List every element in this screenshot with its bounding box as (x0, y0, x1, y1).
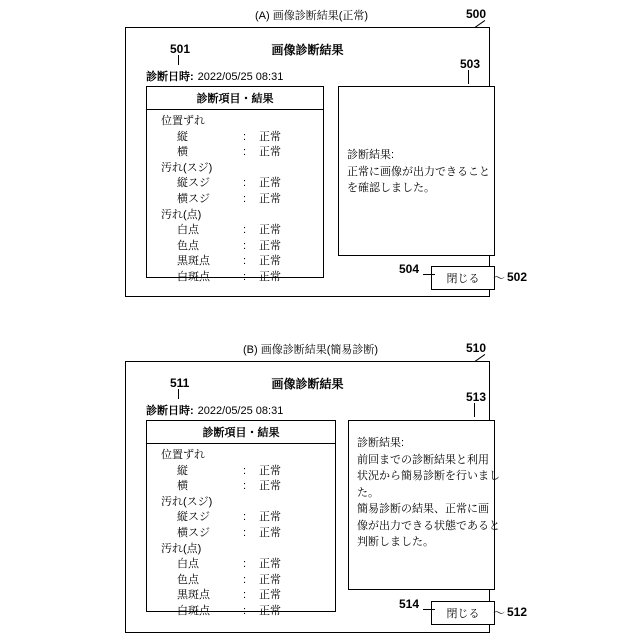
diagnosis-item-label: 横スジ (177, 527, 210, 540)
diagnosis-item-label: 白斑点 (177, 271, 210, 284)
diagnosis-datetime-value-b: 2022/05/25 08:31 (197, 405, 284, 417)
diagnosis-item-list-b (146, 420, 336, 618)
diagnosis-item-row (147, 557, 335, 573)
diagnosis-item-row (147, 114, 323, 130)
diagnosis-datetime-a (146, 68, 283, 84)
close-button-label-a: 閉じる (446, 273, 480, 285)
diagnosis-item-result (253, 495, 259, 511)
diagnosis-item-list-body-a (147, 110, 323, 286)
ref-501: 501 (170, 42, 191, 56)
diagnosis-item-label: 縦スジ (177, 511, 210, 524)
diagnosis-item-label: 色点 (177, 573, 199, 586)
diagnosis-item-row (147, 526, 335, 542)
diagnosis-item-label: 汚れ(点) (161, 208, 202, 221)
close-button-b[interactable] (431, 601, 495, 625)
diagnosis-item-result: 正常 (259, 527, 281, 540)
close-button-a[interactable] (431, 266, 495, 290)
diagnosis-item-row (147, 176, 323, 192)
diagnosis-item-result: 正常 (259, 589, 281, 602)
panel-b-caption: (B) 画像診断結果(簡易診断) (243, 344, 379, 356)
diagnosis-result-line: 状況から簡易診断を行いまし (357, 470, 500, 482)
ref-513: 513 (466, 390, 487, 404)
diagnosis-item-label: 横スジ (177, 193, 210, 206)
diagnosis-item-colon: : (243, 255, 247, 268)
ref-502-tilde: 〜 (493, 271, 506, 285)
diagnosis-result-text-a (339, 87, 494, 197)
diagnosis-item-colon: : (243, 146, 247, 159)
panel-a-caption: (A) 画像診断結果(正常) (255, 10, 369, 22)
diagnosis-item-result: 正常 (259, 511, 281, 524)
ref-513-leader (474, 403, 475, 417)
diagnosis-item-result: 正常 (259, 558, 281, 571)
diagnosis-item-result: 正常 (259, 573, 281, 586)
diagnosis-result-line: を確認しました。 (347, 182, 435, 194)
diagnosis-item-label: 白点 (177, 224, 199, 237)
diagnosis-item-colon: : (243, 130, 247, 143)
ref-504: 504 (399, 262, 420, 276)
diagnosis-item-row (147, 588, 335, 604)
diagnosis-item-label: 横 (177, 480, 188, 493)
diagnosis-item-result (253, 114, 259, 130)
diagnosis-item-colon (243, 542, 253, 558)
diagnosis-item-label: 横 (177, 146, 188, 159)
ref-511: 511 (170, 376, 190, 390)
diagnosis-item-result (253, 208, 259, 224)
diagnosis-item-result (253, 161, 259, 177)
diagnosis-item-label: 縦 (177, 130, 188, 143)
diagnosis-result-line: 診断結果: (357, 437, 405, 449)
diagnosis-datetime-b (146, 402, 283, 418)
ref-512-tilde: 〜 (493, 606, 506, 620)
ref-501-leader (178, 55, 179, 65)
diagnosis-item-result: 正常 (259, 130, 281, 143)
diagnosis-item-result: 正常 (259, 464, 281, 477)
diagnosis-item-row (147, 145, 323, 161)
diagnosis-item-result: 正常 (259, 224, 281, 237)
diagnosis-result-box-a (338, 86, 495, 256)
diagnosis-item-result (253, 542, 259, 558)
diagnosis-item-list-header-a: 診断項目・結果 (147, 87, 323, 110)
diagnosis-item-colon: : (243, 527, 247, 540)
diagnosis-result-line: 判断しました。 (357, 536, 434, 548)
diagnosis-item-row (147, 161, 323, 177)
diagnosis-item-row (147, 495, 335, 511)
diagnosis-result-line: 前回までの診断結果と利用 (357, 453, 489, 466)
panel-a-ref-500: 500 (466, 7, 487, 21)
diagnosis-item-list-body-b (147, 444, 335, 620)
diagnosis-result-line: 簡易診断の結果、正常に画 (357, 503, 489, 515)
diagnosis-item-row (147, 464, 335, 480)
diagnosis-item-label: 汚れ(スジ) (161, 495, 213, 508)
diagnosis-datetime-label-b: 診断日時: (146, 405, 194, 417)
diagnosis-item-colon: : (243, 605, 247, 618)
diagnosis-item-colon: : (243, 239, 247, 252)
diagnosis-item-colon: : (243, 271, 247, 284)
diagnosis-item-colon (243, 114, 253, 130)
diagnosis-item-colon: : (243, 558, 247, 571)
ref-502: 502 (507, 270, 528, 284)
diagnosis-item-colon: : (243, 573, 247, 586)
diagnosis-item-result: 正常 (259, 177, 281, 190)
diagnosis-item-colon (243, 495, 253, 511)
dialog-title-a: 画像診断結果 (271, 43, 344, 57)
dialog-image-diagnosis-a (125, 27, 490, 297)
diagnosis-result-line: 像が出力できる状態であると (357, 519, 500, 532)
diagnosis-item-row (147, 192, 323, 208)
diagnosis-item-label: 白点 (177, 558, 199, 571)
diagnosis-item-row (147, 223, 323, 239)
diagnosis-result-text-b (349, 421, 500, 551)
diagnosis-item-label: 位置ずれ (161, 449, 205, 461)
diagnosis-item-colon: : (243, 193, 247, 206)
diagnosis-item-label: 黒斑点 (177, 255, 210, 268)
ref-503: 503 (460, 57, 481, 71)
diagnosis-item-row (147, 208, 323, 224)
ref-504-leader (423, 274, 435, 275)
ref-503-leader (468, 70, 469, 84)
diagnosis-item-row (147, 510, 335, 526)
diagnosis-result-line: 正常に画像が出力できること (347, 165, 490, 178)
diagnosis-item-label: 縦スジ (177, 177, 210, 190)
diagnosis-result-line: た。 (357, 486, 379, 499)
diagnosis-item-label: 汚れ(スジ) (161, 161, 213, 174)
ref-514-leader (423, 609, 435, 610)
diagnosis-item-result: 正常 (259, 255, 281, 268)
diagnosis-datetime-label-a: 診断日時: (146, 71, 194, 83)
diagnosis-item-colon: : (243, 480, 247, 493)
ref-511-leader (178, 389, 179, 399)
diagnosis-item-row (147, 479, 335, 495)
ref-514: 514 (399, 597, 420, 611)
diagnosis-item-colon: : (243, 177, 247, 190)
diagnosis-item-label: 汚れ(点) (161, 542, 202, 555)
diagnosis-item-result: 正常 (259, 239, 281, 252)
diagnosis-item-result: 正常 (259, 480, 281, 493)
diagnosis-item-colon: : (243, 464, 247, 477)
close-button-label-b: 閉じる (446, 608, 480, 620)
diagnosis-item-label: 縦 (177, 464, 188, 477)
diagnosis-item-colon: : (243, 224, 247, 237)
diagnosis-item-row (147, 573, 335, 589)
diagnosis-item-row (147, 542, 335, 558)
diagnosis-item-colon (243, 208, 253, 224)
diagnosis-item-result: 正常 (259, 193, 281, 206)
diagnosis-item-row (147, 448, 335, 464)
diagnosis-item-colon: : (243, 511, 247, 524)
diagnosis-item-row (147, 254, 323, 270)
diagnosis-item-row (147, 130, 323, 146)
diagnosis-item-label: 色点 (177, 239, 199, 252)
diagnosis-datetime-value-a: 2022/05/25 08:31 (197, 71, 284, 83)
diagnosis-item-colon (243, 448, 253, 464)
diagnosis-result-box-b (348, 420, 500, 590)
diagnosis-item-label: 位置ずれ (161, 115, 205, 127)
diagnosis-item-colon: : (243, 589, 247, 602)
diagnosis-item-result: 正常 (259, 605, 281, 618)
diagnosis-item-row (147, 604, 335, 620)
diagnosis-result-line: 診断結果: (347, 149, 395, 161)
diagnosis-item-result: 正常 (259, 271, 281, 284)
diagnosis-item-colon (243, 161, 253, 177)
diagnosis-item-list-a (146, 86, 324, 284)
dialog-title-b: 画像診断結果 (271, 377, 344, 391)
panel-b-ref-510: 510 (466, 341, 487, 355)
diagnosis-item-label: 白斑点 (177, 605, 210, 618)
dialog-image-diagnosis-b (125, 361, 500, 633)
diagnosis-item-label: 黒斑点 (177, 589, 210, 602)
diagnosis-item-result: 正常 (259, 146, 281, 159)
diagnosis-item-row (147, 239, 323, 255)
diagnosis-item-row (147, 270, 323, 286)
diagnosis-item-list-header-b: 診断項目・結果 (147, 421, 335, 444)
diagnosis-item-result (253, 448, 259, 464)
ref-512: 512 (507, 605, 528, 619)
